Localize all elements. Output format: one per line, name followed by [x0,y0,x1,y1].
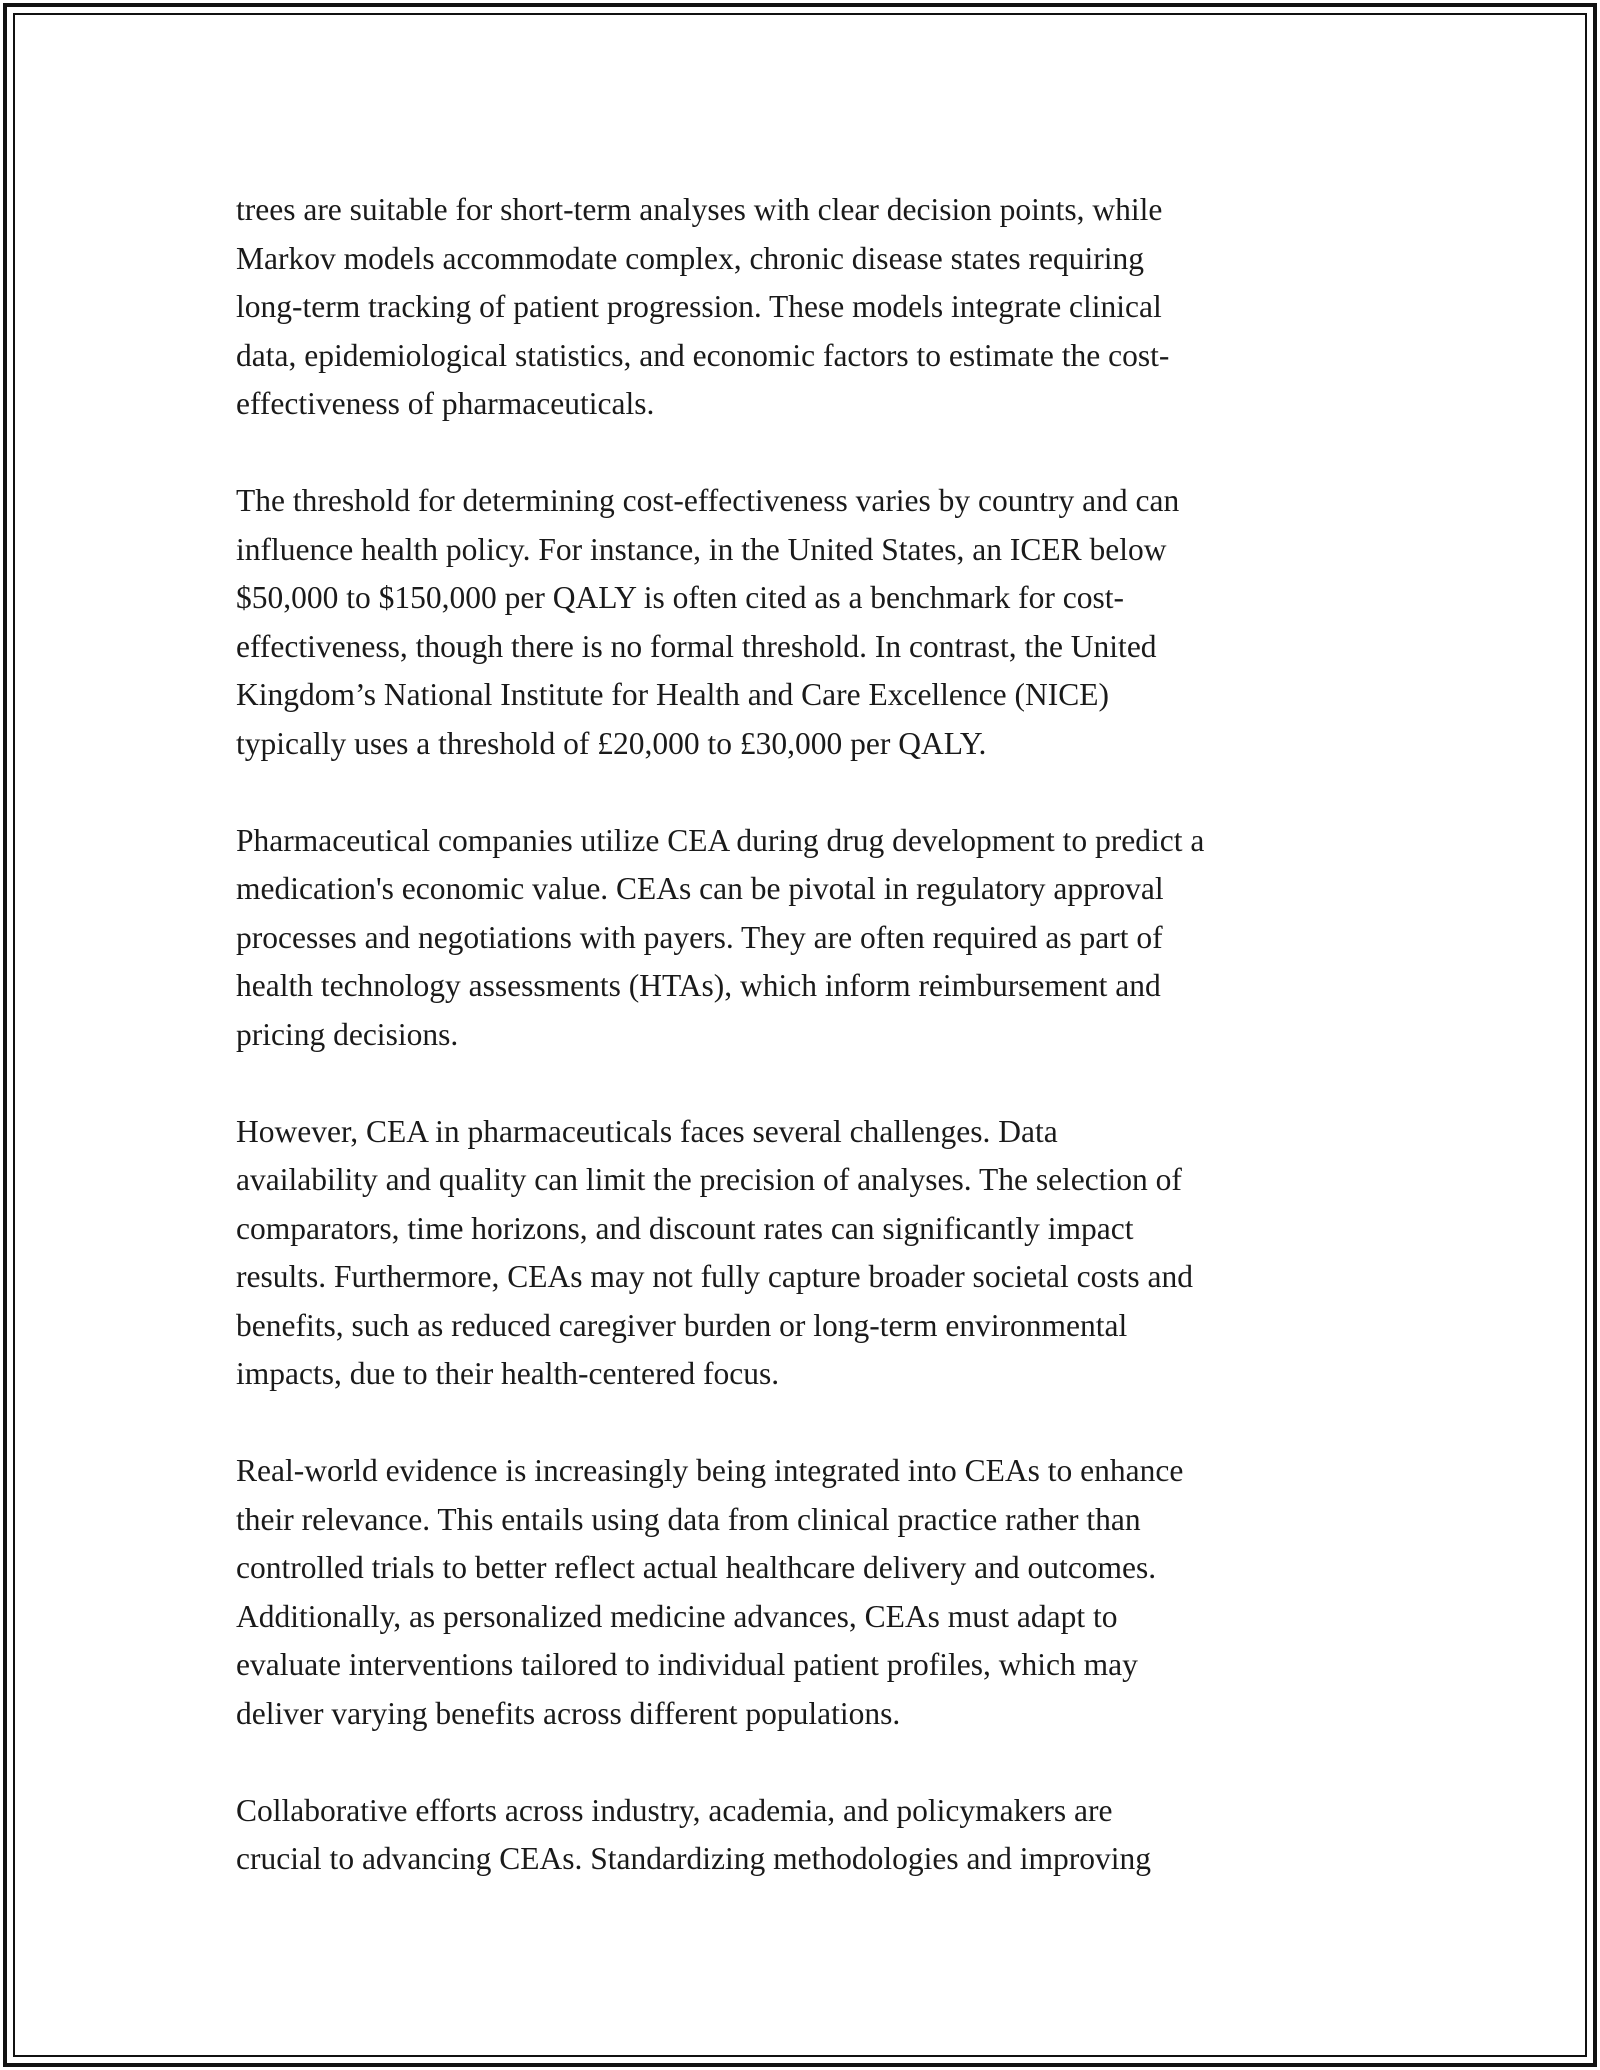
text-line: The threshold for determining cost-effectiveness varies by country and can [236,483,1180,518]
text-line: deliver varying benefits across different populations. [236,1695,901,1731]
text-line: Real-world evidence is increasingly being integrated into CEAs to enhance [236,1453,1184,1488]
text-line: health technology assessments (HTAs), which inform reimbursement and [236,968,1161,1003]
text-line: crucial to advancing CEAs. Standardizing methodologies and improving [236,1841,1152,1876]
text-line: impacts, due to their health-centered focus. [236,1356,780,1391]
document-body [236,186,1386,1932]
text-line: benefits, such as reduced caregiver burden or long-term environmental [236,1307,1128,1343]
text-line: pricing decisions. [236,1016,459,1052]
text-line: trees are suitable for short-term analyses with clear decision points, while [236,192,1163,227]
text-line: influence health policy. For instance, in the United States, an ICER below [236,531,1167,567]
text-line: Kingdom’s National Institute for Health and Care Excellence (NICE) [236,677,1109,712]
paragraph-drug-development [236,817,1386,1060]
paragraph-collaboration [236,1787,1386,1884]
text-line: long-term tracking of patient progression. These models integrate clinical [236,289,1162,324]
text-line: Additionally, as personalized medicine advances, CEAs must adapt to [236,1598,1118,1634]
text-line: effectiveness of pharmaceuticals. [236,386,655,421]
paragraph-challenges [236,1108,1386,1399]
paragraph-decision-models [236,186,1386,429]
text-line: effectiveness, though there is no formal threshold. In contrast, the United [236,628,1157,664]
text-line: availability and quality can limit the precision of analyses. The selection of [236,1162,1182,1197]
text-line: typically uses a threshold of £20,000 to £30,000 per QALY. [236,725,987,761]
text-line: their relevance. This entails using data from clinical practice rather than [236,1501,1141,1537]
text-line: data, epidemiological statistics, and economic factors to estimate the cost- [236,337,1170,373]
text-line: results. Furthermore, CEAs may not fully capture broader societal costs and [236,1259,1193,1294]
text-line: processes and negotiations with payers. They are often required as part of [236,919,1163,955]
text-line: medication's economic value. CEAs can be pivotal in regulatory approval [236,871,1164,906]
text-line: comparators, time horizons, and discount rates can significantly impact [236,1210,1134,1246]
text-line: controlled trials to better reflect actual healthcare delivery and outcomes. [236,1550,1157,1585]
text-line: Markov models accommodate complex, chronic disease states requiring [236,240,1144,276]
text-line: Collaborative efforts across industry, academia, and policymakers are [236,1792,1113,1828]
paragraph-real-world-evidence [236,1447,1386,1738]
text-line: $50,000 to $150,000 per QALY is often cited as a benchmark for cost- [236,580,1124,615]
text-line: evaluate interventions tailored to individual patient profiles, which may [236,1647,1138,1682]
text-line: However, CEA in pharmaceuticals faces several challenges. Data [236,1113,1058,1149]
paragraph-thresholds [236,477,1386,768]
text-line: Pharmaceutical companies utilize CEA during drug development to predict a [236,822,1205,858]
